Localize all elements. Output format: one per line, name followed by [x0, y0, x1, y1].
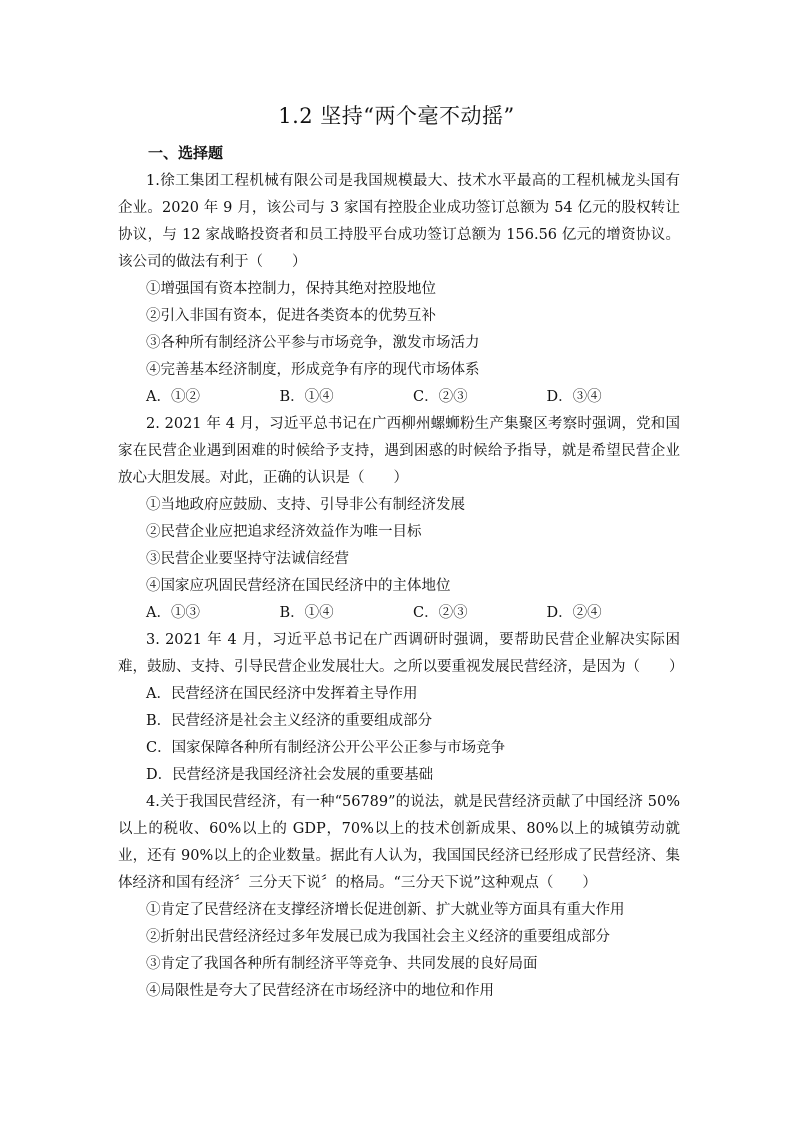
choice-b[interactable]: B．①④ — [279, 389, 334, 405]
answer-choices — [118, 600, 680, 627]
choice-b[interactable]: B．①④ — [279, 605, 334, 621]
option-item: ③肯定了我国各种所有制经济平等竞争、共同发展的良好局面 — [146, 956, 538, 972]
choice-c[interactable]: C．国家保障各种所有制经济公开公平公正参与市场竞争 — [146, 740, 506, 756]
section-heading: 一、选择题 — [148, 144, 224, 162]
document-title: 1.2 坚持“两个毫不动摇” — [278, 104, 515, 128]
option-item: ①增强国有资本控制力，保持其绝对控股地位 — [146, 281, 436, 297]
choice-c[interactable]: C．②③ — [413, 389, 468, 405]
choice-d[interactable]: D．民营经济是我国经济社会发展的重要基础 — [146, 767, 434, 783]
question-list — [118, 168, 684, 1005]
option-item: ④完善基本经济制度，形成竞争有序的现代市场体系 — [146, 362, 480, 378]
question-stem: 2. 2021 年 4 月，习近平总书记在广西柳州螺蛳粉生产集聚区考察时强调，党和国家在民营企业遇到困难的时候给予支持，遇到困惑的时候给予指导，就是希望民营企业放心大胆发展。对此，正确的认识是（ ） — [118, 416, 680, 486]
choice-a[interactable]: A．①② — [146, 389, 200, 405]
question-2 — [118, 411, 680, 627]
option-item: ④国家应巩固民营经济在国民经济中的主体地位 — [146, 578, 451, 594]
option-item: ①当地政府应鼓励、支持、引导非公有制经济发展 — [146, 497, 465, 513]
option-item: ②民营企业应把追求经济效益作为唯一目标 — [146, 524, 422, 540]
question-stem: 1.徐工集团工程机械有限公司是我国规模最大、技术水平最高的工程机械龙头国有企业。2020 年 9 月，该公司与 3 家国有控股企业成功签订总额为 54 亿元的股权转让协议，与 12 家战略投资者和员工持股平台成功签订总额为 156.56 亿元的增资协议。该公司的做法有利于（ ） — [118, 173, 680, 270]
question-stem: 4.关于我国民营经济，有一种“56789”的说法，就是民营经济贡献了中国经济 50%以上的税收、60%以上的 GDP，70%以上的技术创新成果、80%以上的城镇劳动就业，还有 90%以上的企业数量。据此有人认为，我国国民经济已经形成了民营经济、集体经济和国有经济〞三分天下说〞的格局。“三分天下说”这种观点（ ） — [118, 794, 680, 891]
option-item: ③各种所有制经济公平参与市场竞争，激发市场活力 — [146, 335, 480, 351]
option-item: ①肯定了民营经济在支撑经济增长促进创新、扩大就业等方面具有重大作用 — [146, 902, 625, 918]
choice-d[interactable]: D．②④ — [546, 605, 602, 621]
question-stem: 3. 2021 年 4 月，习近平总书记在广西调研时强调，要帮助民营企业解决实际困难，鼓励、支持、引导民营企业发展壮大。之所以要重视发展民营经济，是因为（ ） — [118, 632, 684, 675]
option-item: ③民营企业要坚持守法诚信经营 — [146, 551, 349, 567]
question-3 — [118, 627, 684, 789]
option-item: ④局限性是夸大了民营经济在市场经济中的地位和作用 — [146, 983, 494, 999]
question-1 — [118, 168, 680, 411]
choice-d[interactable]: D．③④ — [546, 389, 602, 405]
question-4 — [118, 789, 680, 1005]
choice-a[interactable]: A．民营经济在国民经济中发挥着主导作用 — [146, 686, 418, 702]
choice-b[interactable]: B．民营经济是社会主义经济的重要组成部分 — [146, 713, 433, 729]
choice-a[interactable]: A．①③ — [146, 605, 200, 621]
option-item: ②引入非国有资本，促进各类资本的优势互补 — [146, 308, 436, 324]
answer-choices — [118, 384, 680, 411]
choice-c[interactable]: C．②③ — [413, 605, 468, 621]
option-item: ②折射出民营经济经过多年发展已成为我国社会主义经济的重要组成部分 — [146, 929, 610, 945]
